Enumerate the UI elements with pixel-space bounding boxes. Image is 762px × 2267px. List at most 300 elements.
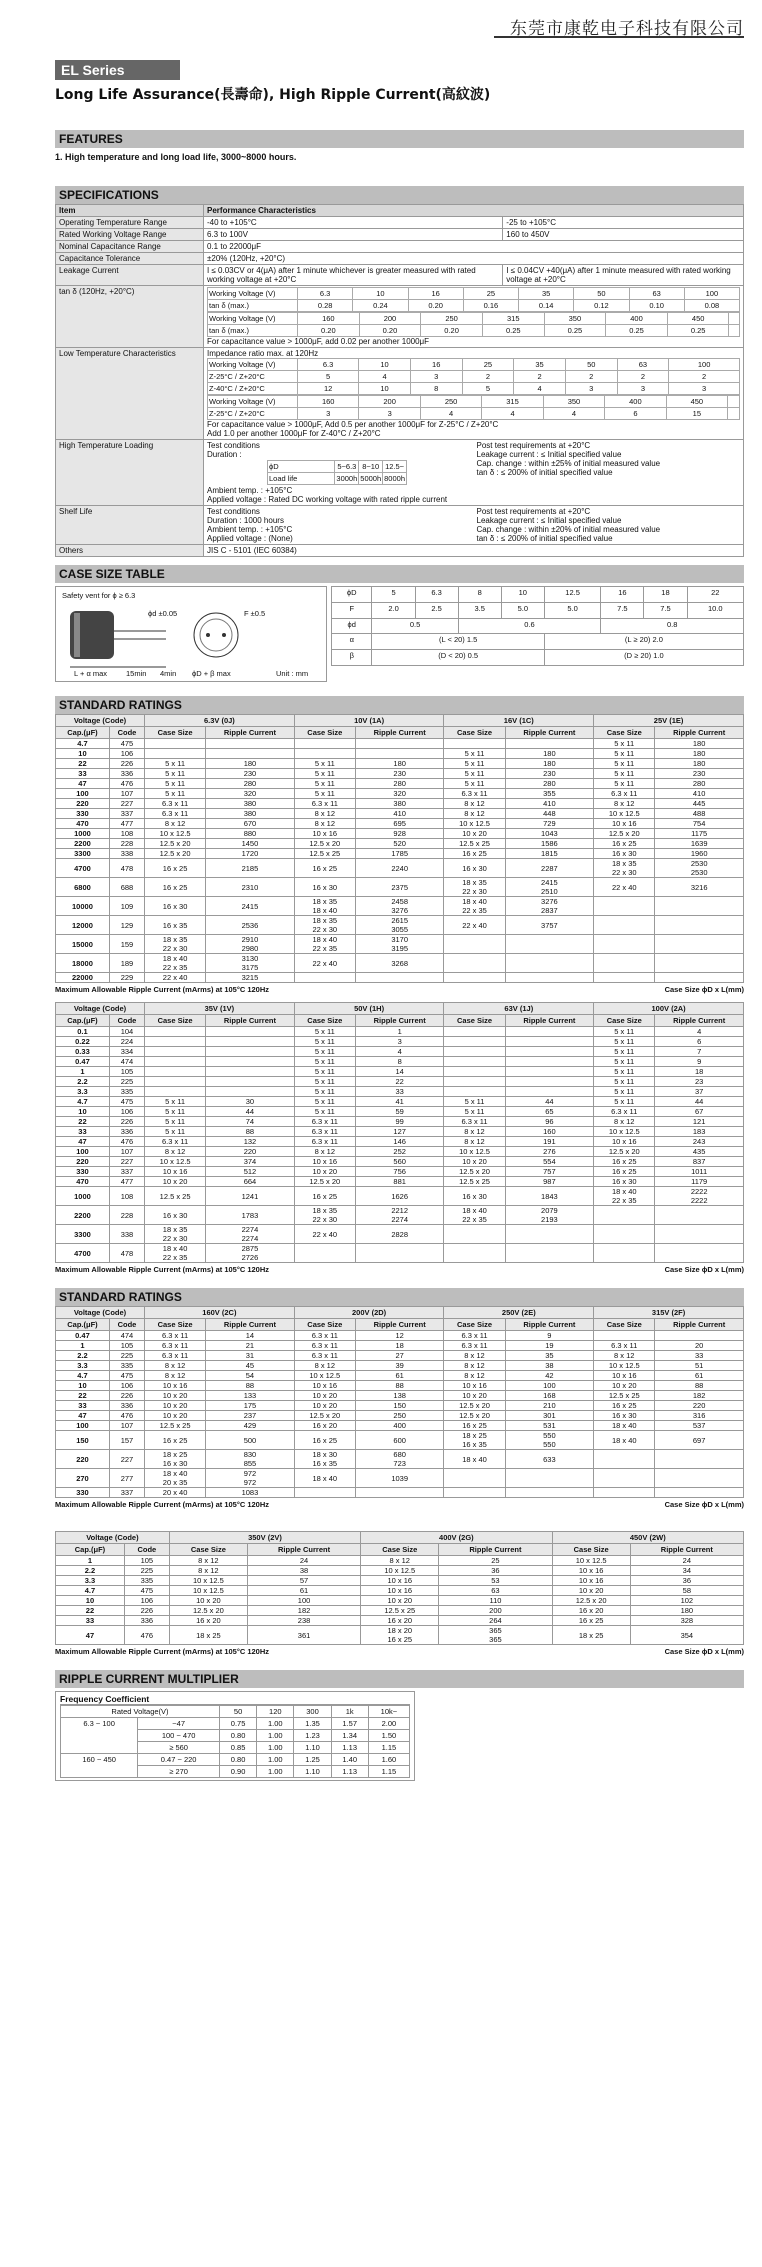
- case-row-label: β: [332, 650, 372, 666]
- ripple-cell: 448: [505, 809, 594, 819]
- case-size-header: Case Size: [552, 1544, 630, 1556]
- ripple-cell: 220: [655, 1401, 744, 1411]
- case-size-cell: 18 x 40: [444, 1450, 505, 1469]
- ripple-cell: 2222 2222: [655, 1187, 744, 1206]
- case-size-cell: 12.5 x 20: [169, 1606, 247, 1616]
- case-size-cell: 10 x 16: [594, 819, 655, 829]
- multiplier-cell: 1.15: [368, 1766, 409, 1778]
- case-size-cell: 8 x 12: [294, 1147, 355, 1157]
- rated-voltage-cell: 160 ~ 450: [61, 1754, 138, 1778]
- rating-key: 106: [109, 1107, 144, 1117]
- rating-key: 10: [56, 1107, 110, 1117]
- rating-key: 1000: [56, 829, 110, 839]
- spec-subtable: [207, 358, 740, 395]
- lead-spacing-label: F ±0.5: [244, 609, 266, 618]
- ripple-header: Ripple Current: [655, 1015, 744, 1027]
- ripple-cell: 280: [505, 779, 594, 789]
- ripple-cell: 65: [505, 1107, 594, 1117]
- ripple-cell: 160: [505, 1127, 594, 1137]
- spec-subtable-cell: 5~6.3: [335, 461, 359, 473]
- ripple-cell: 182: [655, 1391, 744, 1401]
- case-size-cell: [294, 749, 355, 759]
- header-rule: [494, 36, 744, 38]
- rating-key: 0.33: [56, 1047, 110, 1057]
- rating-key: 225: [109, 1351, 144, 1361]
- spec-subtable-cell: 5: [462, 383, 514, 395]
- case-size-cell: 10 x 20: [444, 1391, 505, 1401]
- length-label: L + α max: [74, 669, 108, 678]
- ripple-cell: 127: [355, 1127, 444, 1137]
- ripple-cell: 276: [505, 1147, 594, 1157]
- case-size-header: Case Size: [169, 1544, 247, 1556]
- case-size-cell: 8 x 12: [294, 809, 355, 819]
- rating-key: 106: [109, 749, 144, 759]
- spec-value: 6.3 to 100V: [204, 229, 503, 241]
- case-size-cell: 16 x 25: [294, 1431, 355, 1450]
- case-size-cell: [444, 739, 505, 749]
- rating-key: 470: [56, 1177, 110, 1187]
- case-size-cell: 16 x 25: [594, 839, 655, 849]
- features-heading: FEATURES: [55, 130, 744, 148]
- case-size-cell: 5 x 11: [294, 1027, 355, 1037]
- case-size-cell: 10 x 16: [145, 1167, 206, 1177]
- rating-key: 0.22: [56, 1037, 110, 1047]
- spec-subtable-cell: Working Voltage (V): [208, 359, 298, 371]
- case-size-cell: 16 x 25: [552, 1616, 630, 1626]
- ripple-cell: 36: [439, 1566, 552, 1576]
- spec-subtable-cell: 25: [462, 359, 514, 371]
- case-size-cell: [594, 1206, 655, 1225]
- case-size-cell: 6.3 x 11: [294, 1331, 355, 1341]
- ripple-cell: 987: [505, 1177, 594, 1187]
- rating-key: 476: [109, 779, 144, 789]
- rating-key: 2200: [56, 839, 110, 849]
- case-cell: 2.5: [415, 602, 458, 618]
- ripple-cell: [655, 1225, 744, 1244]
- ripple-cell: 410: [355, 809, 444, 819]
- ripple-cell: 54: [206, 1371, 295, 1381]
- case-cell: 10.0: [687, 602, 743, 618]
- ripple-cell: 520: [355, 839, 444, 849]
- case-size-cell: [145, 749, 206, 759]
- ripple-cell: [505, 1488, 594, 1498]
- spec-subtable-cell: 3: [359, 408, 420, 420]
- case-size-cell: 18 x 40 22 x 35: [145, 954, 206, 973]
- ripple-cell: 31: [206, 1351, 295, 1361]
- ripple-cell: 320: [206, 789, 295, 799]
- rating-key: 107: [109, 1147, 144, 1157]
- case-size-cell: 12.5 x 20: [444, 1167, 505, 1177]
- case-size-cell: 10 x 12.5: [169, 1576, 247, 1586]
- multiplier-cell: 1.40: [331, 1754, 368, 1766]
- spec-value: 0.1 to 22000μF: [204, 241, 744, 253]
- case-size-cell: [594, 1225, 655, 1244]
- spec-subtable-cell: 5: [298, 371, 359, 383]
- case-size-header: Case Size: [361, 1544, 439, 1556]
- case-size-cell: 10 x 12.5: [169, 1586, 247, 1596]
- case-size-cell: 10 x 12.5: [594, 809, 655, 819]
- ripple-cell: 354: [630, 1626, 743, 1645]
- case-size-cell: 18 x 40: [594, 1421, 655, 1431]
- case-size-cell: 5 x 11: [594, 1087, 655, 1097]
- ripple-cell: [206, 739, 295, 749]
- code-header: Code: [124, 1544, 169, 1556]
- rating-key: 33: [56, 769, 110, 779]
- ripple-cell: [505, 1225, 594, 1244]
- ripple-cell: [655, 935, 744, 954]
- case-size-cell: 6.3 x 11: [294, 1137, 355, 1147]
- spec-subtable-cell: 315: [482, 313, 544, 325]
- rating-key: 4700: [56, 859, 110, 878]
- ripple-cell: 531: [505, 1421, 594, 1431]
- rating-key: 224: [109, 1037, 144, 1047]
- ripple-cell: 4: [355, 1047, 444, 1057]
- ripple-cell: 243: [655, 1137, 744, 1147]
- spec-subtable-cell: 0.16: [463, 300, 518, 312]
- ratings-note: Maximum Allowable Ripple Current (mArms) at 105°C 120Hz Case Size ϕD x L(mm): [55, 985, 744, 994]
- ripple-cell: 3170 3195: [355, 935, 444, 954]
- case-size-cell: 8 x 12: [361, 1556, 439, 1566]
- spec-subtable-cell: 2: [669, 371, 740, 383]
- ripple-cell: [505, 1027, 594, 1037]
- ripple-multiplier-table: [60, 1705, 410, 1778]
- rating-key: 337: [109, 1167, 144, 1177]
- spec-subtable-cell: Z-25°C / Z+20°C: [208, 371, 298, 383]
- rating-key: 0.47: [56, 1057, 110, 1067]
- ripple-header: Ripple Current: [505, 1319, 594, 1331]
- ripple-cell: 88: [655, 1381, 744, 1391]
- ripple-cell: 1450: [206, 839, 295, 849]
- case-size-cell: 10 x 16: [444, 1381, 505, 1391]
- ripple-cell: 972 972: [206, 1469, 295, 1488]
- ripple-cell: [655, 916, 744, 935]
- ripple-cell: 102: [630, 1596, 743, 1606]
- rating-key: 336: [109, 1127, 144, 1137]
- case-size-cell: 18 x 25 16 x 35: [444, 1431, 505, 1450]
- case-size-cell: 8 x 12: [169, 1566, 247, 1576]
- case-size-cell: 8 x 12: [444, 1361, 505, 1371]
- case-size-cell: 16 x 25: [594, 1157, 655, 1167]
- ripple-cell: 23: [655, 1077, 744, 1087]
- spec-subtable-cell: 63: [617, 359, 669, 371]
- ripple-cell: [505, 1244, 594, 1263]
- spec-subtable-cell: 50: [565, 359, 617, 371]
- ripple-cell: 3757: [505, 916, 594, 935]
- spec-subtable-cell: tan δ (max.): [208, 325, 298, 337]
- case-size-cell: 18 x 30 16 x 35: [294, 1450, 355, 1469]
- case-size-cell: 10 x 16: [294, 1381, 355, 1391]
- ripple-cell: [355, 973, 444, 983]
- ripple-cell: [505, 973, 594, 983]
- ripple-cell: 9: [655, 1057, 744, 1067]
- case-size-cell: 8 x 12: [169, 1556, 247, 1566]
- ripple-header: Ripple Current: [355, 1015, 444, 1027]
- spec-subtable-cell: 0.25: [482, 325, 544, 337]
- rating-key: 229: [109, 973, 144, 983]
- rating-key: 478: [109, 1244, 144, 1263]
- case-size-cell: 10 x 20: [294, 1401, 355, 1411]
- ripple-cell: [505, 739, 594, 749]
- case-size-cell: 16 x 30: [444, 859, 505, 878]
- ripple-cell: 670: [206, 819, 295, 829]
- rating-key: 330: [56, 1488, 110, 1498]
- rating-key: 47: [56, 1137, 110, 1147]
- rating-key: 108: [109, 829, 144, 839]
- case-size-header: Case Size: [594, 1319, 655, 1331]
- multiplier-cell: 0.85: [219, 1742, 256, 1754]
- sl-condition: Applied voltage : (None): [207, 534, 293, 543]
- case-size-cell: 8 x 12: [594, 1351, 655, 1361]
- spec-subtable-cell: 4: [543, 408, 604, 420]
- multiplier-cell: 0.90: [219, 1766, 256, 1778]
- case-size-cell: [444, 935, 505, 954]
- multiplier-cell: 0.75: [219, 1718, 256, 1730]
- multiplier-cell: 1.00: [257, 1742, 294, 1754]
- ripple-cell: 88: [206, 1127, 295, 1137]
- ripple-cell: 410: [655, 789, 744, 799]
- ripple-cell: 1720: [206, 849, 295, 859]
- case-cell: 7.5: [601, 602, 644, 618]
- case-size-cell: 10 x 16: [294, 1157, 355, 1167]
- ripple-cell: 180: [630, 1606, 743, 1616]
- rating-key: 338: [109, 1225, 144, 1244]
- case-size-cell: 10 x 20: [145, 1391, 206, 1401]
- rating-key: 106: [124, 1596, 169, 1606]
- spec-subtable-cell: 0.24: [353, 300, 408, 312]
- rating-key: 227: [109, 1157, 144, 1167]
- ripple-cell: 2458 3276: [355, 897, 444, 916]
- spec-item-label: High Temperature Loading: [56, 440, 204, 506]
- ripple-cell: 44: [206, 1107, 295, 1117]
- case-size-cell: 5 x 11: [594, 1097, 655, 1107]
- case-size-header: Case Size: [294, 1319, 355, 1331]
- spec-value: I ≤ 0.04CV +40(μA) after 1 minute measured with rated working voltage at +20°C: [503, 265, 744, 286]
- case-size-cell: 10 x 12.5: [594, 1127, 655, 1137]
- rating-key: 0.1: [56, 1027, 110, 1037]
- case-size-cell: 18 x 40 20 x 35: [145, 1469, 206, 1488]
- ripple-cell: [505, 1077, 594, 1087]
- voltage-code-header: Voltage (Code): [56, 1003, 145, 1015]
- spec-subtable-cell: 200: [359, 396, 420, 408]
- ripple-cell: 1815: [505, 849, 594, 859]
- rating-key: 100: [56, 789, 110, 799]
- ripple-cell: 500: [206, 1431, 295, 1450]
- ripple-header: Ripple Current: [247, 1544, 360, 1556]
- spec-subtable-cell: 3: [565, 383, 617, 395]
- ripple-cell: 754: [655, 819, 744, 829]
- case-size-header: Case Size: [145, 1319, 206, 1331]
- case-size-cell: [444, 1087, 505, 1097]
- rating-key: 2200: [56, 1206, 110, 1225]
- case-cell: 5: [372, 587, 415, 603]
- ripple-cell: 1626: [355, 1187, 444, 1206]
- multiplier-cell: 2.00: [368, 1718, 409, 1730]
- ripple-cell: 2079 2193: [505, 1206, 594, 1225]
- case-size-cell: [294, 739, 355, 749]
- case-size-cell: 16 x 30: [294, 878, 355, 897]
- case-size-cell: 5 x 11: [294, 1107, 355, 1117]
- rating-key: 15000: [56, 935, 110, 954]
- case-size-cell: 8 x 12: [145, 1147, 206, 1157]
- ripple-cell: 2240: [355, 859, 444, 878]
- ripple-cell: 252: [355, 1147, 444, 1157]
- case-size-cell: 10 x 12.5: [145, 1157, 206, 1167]
- rating-key: 335: [124, 1576, 169, 1586]
- ripple-cell: 488: [655, 809, 744, 819]
- spec-subtable-cell: 350: [543, 396, 604, 408]
- case-size-cell: [444, 1469, 505, 1488]
- ripple-cell: 400: [355, 1421, 444, 1431]
- spec-subtable-cell: 6.3: [298, 359, 359, 371]
- case-size-header: Case Size: [594, 1015, 655, 1027]
- case-size-cell: 10 x 12.5: [145, 829, 206, 839]
- ripple-cell: 18: [355, 1341, 444, 1351]
- case-size-cell: 18 x 40: [594, 1431, 655, 1450]
- ripple-cell: 554: [505, 1157, 594, 1167]
- cap-header: Cap.(μF): [56, 1015, 110, 1027]
- case-size-cell: 6.3 x 11: [444, 1331, 505, 1341]
- ripple-cell: 57: [247, 1576, 360, 1586]
- case-size-cell: 5 x 11: [444, 769, 505, 779]
- case-size-cell: 16 x 20: [361, 1616, 439, 1626]
- ripple-cell: 2530 2530: [655, 859, 744, 878]
- case-size-cell: 6.3 x 11: [444, 1117, 505, 1127]
- case-size-cell: 5 x 11: [145, 759, 206, 769]
- ripple-cell: 410: [505, 799, 594, 809]
- ripple-cell: 355: [505, 789, 594, 799]
- ripple-cell: 2536: [206, 916, 295, 935]
- ripple-cell: 220: [206, 1147, 295, 1157]
- case-size-cell: 16 x 20: [169, 1616, 247, 1626]
- spec-item-label: Operating Temperature Range: [56, 217, 204, 229]
- case-size-cell: 12.5 x 25: [594, 1391, 655, 1401]
- case-size-cell: 6.3 x 11: [444, 789, 505, 799]
- case-size-cell: [594, 935, 655, 954]
- case-size-cell: 5 x 11: [594, 1067, 655, 1077]
- case-size-cell: 5 x 11: [594, 759, 655, 769]
- rating-key: 106: [109, 1381, 144, 1391]
- sl-requirement: Leakage current : ≤ Initial specified value: [476, 516, 622, 525]
- ripple-cell: 374: [206, 1157, 295, 1167]
- voltage-code-header: Voltage (Code): [56, 1532, 170, 1544]
- multiplier-header: 300: [294, 1706, 331, 1718]
- spec-subtable-cell: 12.5~: [383, 461, 407, 473]
- ripple-cell: 3215: [206, 973, 295, 983]
- spec-subtable-cell: 0.20: [408, 300, 463, 312]
- rating-key: 228: [109, 839, 144, 849]
- voltage-header: 50V (1H): [294, 1003, 444, 1015]
- case-cell: 6.3: [415, 587, 458, 603]
- series-subtitle: Long Life Assurance(長壽命), High Ripple Current(高紋波): [55, 87, 491, 103]
- spec-subtable-cell: 200: [359, 313, 421, 325]
- case-size-cell: 5 x 11: [594, 1047, 655, 1057]
- rating-key: 1: [56, 1556, 125, 1566]
- case-size-cell: [594, 1244, 655, 1263]
- spec-subtable-cell: 0.14: [519, 300, 574, 312]
- ripple-cell: 550 550: [505, 1431, 594, 1450]
- case-size-cell: 10 x 20: [145, 1401, 206, 1411]
- ripple-cell: 880: [206, 829, 295, 839]
- spec-subtable-cell: Z-25°C / Z+20°C: [208, 408, 298, 420]
- spec-subtable-cell: 160: [298, 396, 359, 408]
- ripple-cell: 316: [655, 1411, 744, 1421]
- ripple-cell: 99: [355, 1117, 444, 1127]
- case-cell: 2.0: [372, 602, 415, 618]
- ripple-cell: 680 723: [355, 1450, 444, 1469]
- rating-key: 477: [109, 819, 144, 829]
- ripple-cell: [505, 1469, 594, 1488]
- spec-subtable-cell: tan δ (max.): [208, 300, 298, 312]
- ripple-cell: 301: [505, 1411, 594, 1421]
- rating-key: 10: [56, 1381, 110, 1391]
- multiplier-cell: 1.00: [257, 1718, 294, 1730]
- voltage-header: 16V (1C): [444, 715, 594, 727]
- case-size-cell: 18 x 40 22 x 35: [594, 1187, 655, 1206]
- rating-key: 220: [56, 799, 110, 809]
- case-size-cell: 8 x 12: [145, 819, 206, 829]
- ripple-cell: [206, 1027, 295, 1037]
- multiplier-cell: 1.00: [257, 1754, 294, 1766]
- rating-key: 1: [56, 1341, 110, 1351]
- case-size-cell: [145, 1077, 206, 1087]
- voltage-code-header: Voltage (Code): [56, 1307, 145, 1319]
- rating-key: 0.47: [56, 1331, 110, 1341]
- voltage-header: 250V (2E): [444, 1307, 594, 1319]
- case-size-cell: 22 x 40: [294, 1225, 355, 1244]
- ripple-cell: 2185: [206, 859, 295, 878]
- ripple-cell: 51: [655, 1361, 744, 1371]
- ripple-cell: 25: [439, 1556, 552, 1566]
- ripple-cell: 664: [206, 1177, 295, 1187]
- spec-subtable-cell: 250: [420, 396, 481, 408]
- ripple-cell: 12: [355, 1331, 444, 1341]
- case-size-cell: 12.5 x 25: [145, 1187, 206, 1206]
- ripple-cell: 180: [505, 749, 594, 759]
- ripple-cell: 328: [630, 1616, 743, 1626]
- rating-key: 337: [109, 1488, 144, 1498]
- spec-subtable-cell: 35: [514, 359, 566, 371]
- ripple-cell: 264: [439, 1616, 552, 1626]
- multiplier-cell: 1.13: [331, 1742, 368, 1754]
- series-label: EL Series: [55, 60, 180, 80]
- ripple-cell: 168: [505, 1391, 594, 1401]
- multiplier-cell: 1.50: [368, 1730, 409, 1742]
- case-size-cell: 10 x 20: [169, 1596, 247, 1606]
- voltage-header: 6.3V (0J): [145, 715, 295, 727]
- ratings-table-high: [55, 1306, 744, 1498]
- sl-condition: Ambient temp. : +105°C: [207, 525, 293, 534]
- ripple-cell: 210: [505, 1401, 594, 1411]
- rating-key: 3.3: [56, 1087, 110, 1097]
- case-size-cell: 18 x 20 16 x 25: [361, 1626, 439, 1645]
- ripple-cell: 183: [655, 1127, 744, 1137]
- case-size-cell: 18 x 35 22 x 30: [594, 859, 655, 878]
- ripple-cell: 3268: [355, 954, 444, 973]
- spec-subtable-cell: 25: [463, 288, 518, 300]
- ripple-cell: 30: [206, 1097, 295, 1107]
- case-cell: (L < 20) 1.5: [372, 634, 544, 650]
- rating-key: 10: [56, 1596, 125, 1606]
- spec-subtable-cell: 350: [544, 313, 606, 325]
- case-size-cell: [444, 954, 505, 973]
- spec-item-label: Capacitance Tolerance: [56, 253, 204, 265]
- case-size-cell: 12.5 x 20: [444, 1411, 505, 1421]
- ripple-cell: 2310: [206, 878, 295, 897]
- ripple-cell: 36: [630, 1576, 743, 1586]
- case-size-cell: 5 x 11: [594, 1077, 655, 1087]
- case-size-cell: 10 x 16: [361, 1586, 439, 1596]
- rating-key: 105: [109, 1067, 144, 1077]
